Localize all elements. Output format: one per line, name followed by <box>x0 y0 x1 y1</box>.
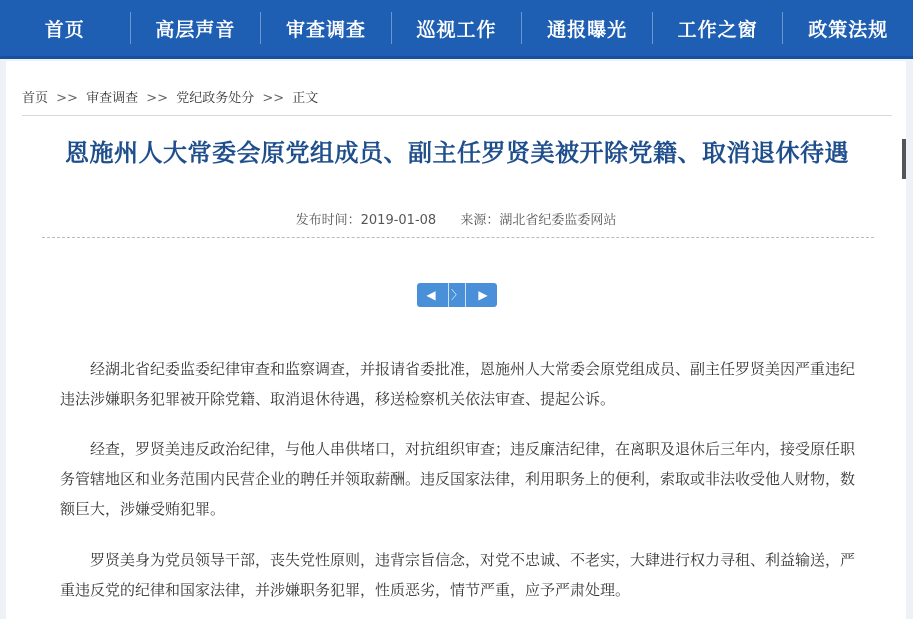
breadcrumb-current: 正文 <box>292 91 319 106</box>
source-label: 来源： <box>460 213 500 228</box>
article-paragraph-1: 经湖北省纪委监委纪律审查和监察调查，并报请省委批准，恩施州人大常委会原党组成员、副主任罗贤美因严重违纪违法涉嫌职务犯罪被开除党籍、取消退休待遇，移送检察机关依法审查、提起公诉。 <box>60 360 856 408</box>
dotted-divider <box>42 237 874 238</box>
publish-label: 发布时间： <box>295 213 361 228</box>
pager <box>417 283 497 307</box>
source-info <box>460 213 616 228</box>
breadcrumb <box>22 87 318 106</box>
divider <box>22 115 892 116</box>
nav-item-leadership-voice[interactable]: 高层声音 <box>155 18 236 41</box>
publish-date: 2019-01-08 <box>360 213 437 228</box>
nav-item-policy[interactable]: 政策法规 <box>808 18 889 41</box>
nav-item-investigation[interactable]: 审查调查 <box>285 18 366 41</box>
breadcrumb-separator: >> <box>262 91 285 106</box>
article-panel <box>6 61 906 619</box>
nav-item-home[interactable]: 首页 <box>44 18 85 41</box>
scroll-handle[interactable] <box>902 139 906 179</box>
top-navigation <box>0 0 913 59</box>
article-paragraph-3: 罗贤美身为党员领导干部，丧失党性原则，违背宗旨信念，对党不忠诚、不老实，大肆进行权力寻租、利益输送，严重违反党的纪律和国家法律，并涉嫌职务犯罪，性质恶劣，情节严重，应予严肃处理。 <box>60 551 856 599</box>
breadcrumb-discipline[interactable]: 党纪政务处分 <box>176 91 255 106</box>
prev-arrow-icon[interactable]: ◀ <box>426 288 436 302</box>
source-name: 湖北省纪委监委网站 <box>499 213 617 228</box>
article-meta <box>6 209 906 228</box>
article-title: 恩施州人大常委会原党组成员、副主任罗贤美被开除党籍、取消退休待遇 <box>65 139 849 167</box>
breadcrumb-separator: >> <box>56 91 78 106</box>
chevron-right-icon: 〉 <box>448 283 466 307</box>
breadcrumb-home[interactable]: 首页 <box>22 91 49 106</box>
breadcrumb-investigation[interactable]: 审查调查 <box>86 91 139 106</box>
nav-item-exposure[interactable]: 通报曝光 <box>547 18 628 41</box>
article-paragraph-2: 经查，罗贤美违反政治纪律，与他人串供堵口，对抗组织审查；违反廉洁纪律，在离职及退休后三年内，接受原任职务管辖地区和业务范围内民营企业的聘任并领取薪酬。违反国家法律，利用职务上的便利，索取或非法收受他人财物，数额巨大，涉嫌受贿犯罪。 <box>60 440 856 518</box>
nav-item-inspection[interactable]: 巡视工作 <box>416 18 497 41</box>
nav-item-work-window[interactable]: 工作之窗 <box>677 18 758 41</box>
next-arrow-icon[interactable]: ▶ <box>478 288 488 302</box>
breadcrumb-separator: >> <box>146 91 169 106</box>
publish-info <box>296 213 437 228</box>
